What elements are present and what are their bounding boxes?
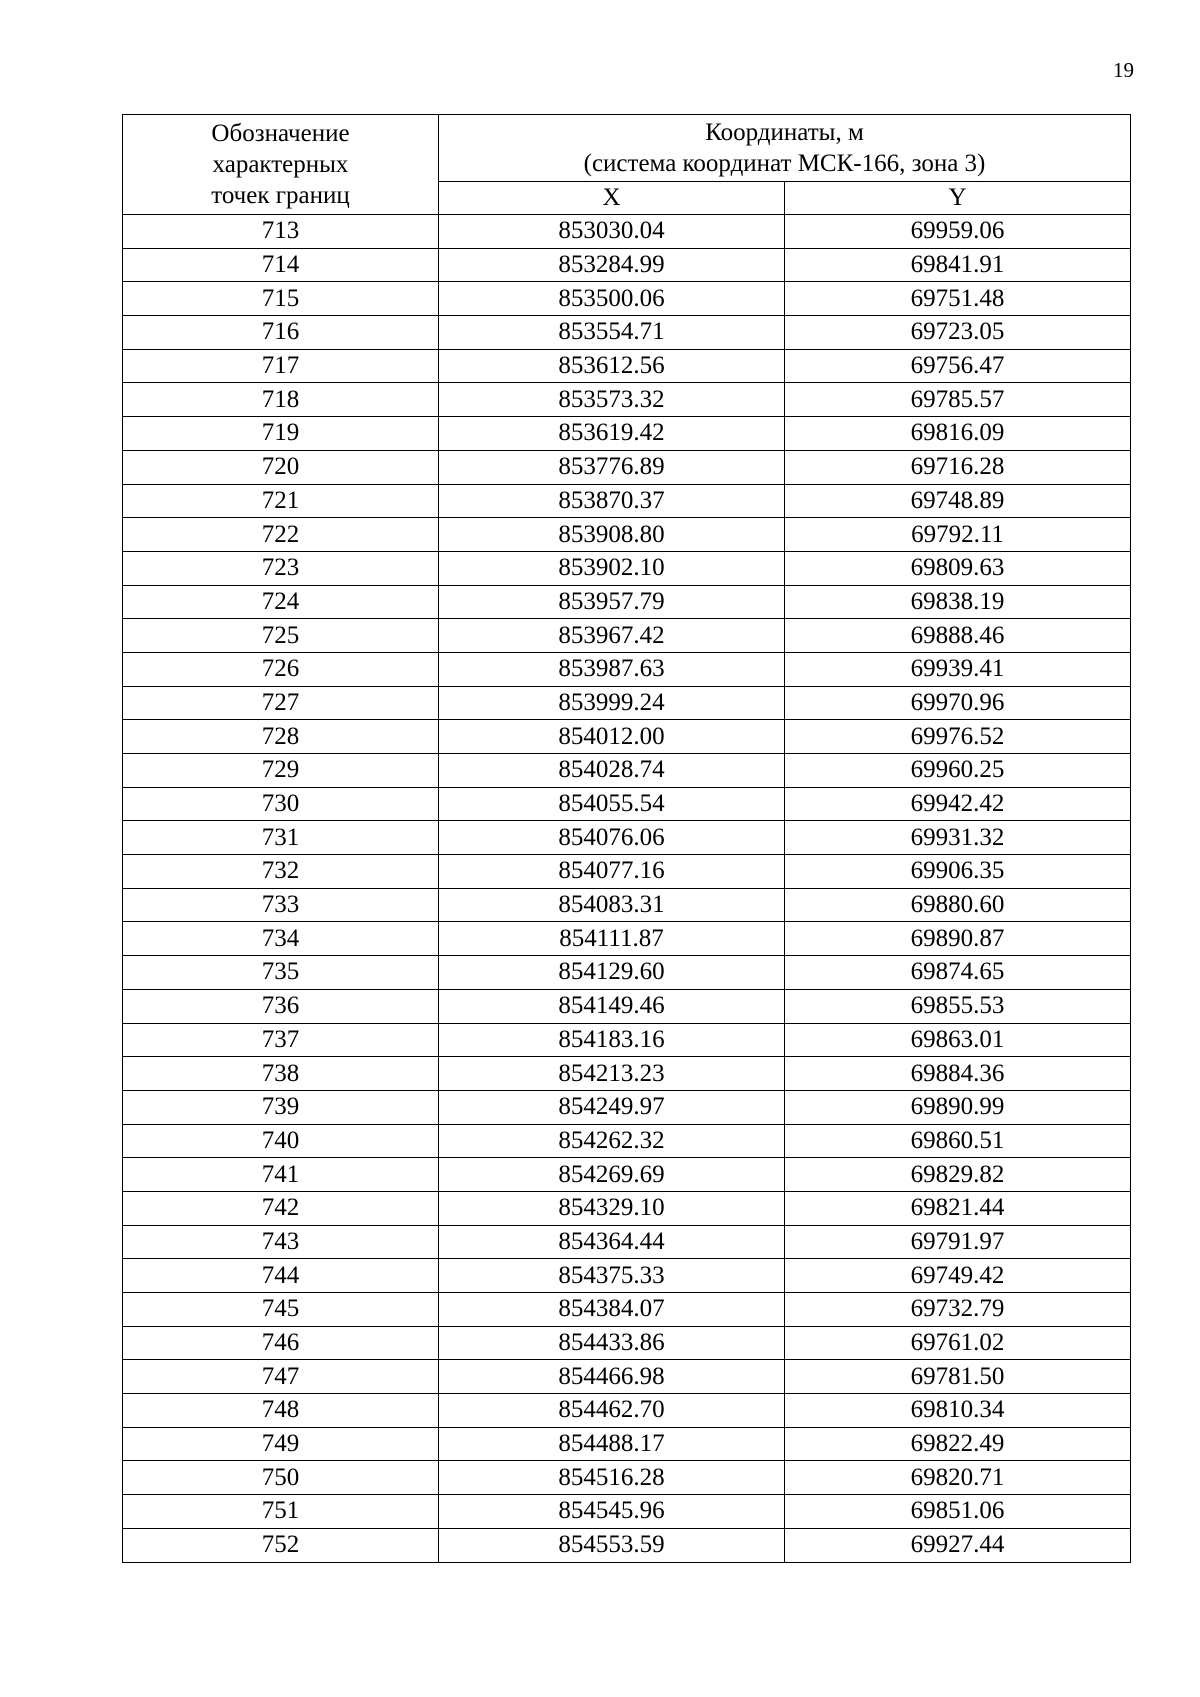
point-cell: 717: [123, 349, 439, 383]
x-cell: 854384.07: [439, 1293, 785, 1327]
point-cell: 726: [123, 652, 439, 686]
table-row: [123, 686, 1131, 720]
table-row: [123, 1191, 1131, 1225]
point-header-line: точек границ: [211, 182, 350, 209]
point-cell: 734: [123, 922, 439, 956]
table-row: [123, 652, 1131, 686]
point-cell: 733: [123, 888, 439, 922]
x-cell: 854183.16: [439, 1023, 785, 1057]
y-cell: 69785.57: [785, 383, 1131, 417]
y-cell: 69888.46: [785, 619, 1131, 653]
x-cell: 853030.04: [439, 215, 785, 249]
point-cell: 728: [123, 720, 439, 754]
point-cell: 727: [123, 686, 439, 720]
y-cell: 69748.89: [785, 484, 1131, 518]
page-number: 19: [1113, 58, 1134, 82]
y-cell: 69829.82: [785, 1158, 1131, 1192]
coordinates-group-header: [439, 115, 1131, 182]
point-cell: 715: [123, 282, 439, 316]
x-cell: 854375.33: [439, 1259, 785, 1293]
y-cell: 69959.06: [785, 215, 1131, 249]
table-row: [123, 619, 1131, 653]
point-cell: 730: [123, 787, 439, 821]
y-cell: 69931.32: [785, 821, 1131, 855]
table-row: [123, 855, 1131, 889]
coordinates-table: [122, 114, 1131, 1563]
table-row: [123, 1225, 1131, 1259]
x-cell: 854129.60: [439, 956, 785, 990]
y-cell: 69810.34: [785, 1394, 1131, 1428]
x-cell: 854028.74: [439, 754, 785, 788]
point-cell: 741: [123, 1158, 439, 1192]
y-cell: 69749.42: [785, 1259, 1131, 1293]
point-cell: 752: [123, 1528, 439, 1562]
x-cell: 854433.86: [439, 1326, 785, 1360]
point-cell: 732: [123, 855, 439, 889]
point-cell: 749: [123, 1427, 439, 1461]
x-cell: 853284.99: [439, 248, 785, 282]
table-row: [123, 754, 1131, 788]
x-cell: 853967.42: [439, 619, 785, 653]
y-cell: 69906.35: [785, 855, 1131, 889]
table-row: [123, 1259, 1131, 1293]
x-cell: 854213.23: [439, 1057, 785, 1091]
y-cell: 69820.71: [785, 1461, 1131, 1495]
point-cell: 739: [123, 1090, 439, 1124]
x-cell: 854262.32: [439, 1124, 785, 1158]
x-cell: 853987.63: [439, 652, 785, 686]
point-cell: 736: [123, 989, 439, 1023]
point-designation-header: [123, 115, 439, 215]
y-cell: 69890.99: [785, 1090, 1131, 1124]
table-row: [123, 1293, 1131, 1327]
y-cell: 69761.02: [785, 1326, 1131, 1360]
point-cell: 713: [123, 215, 439, 249]
point-cell: 719: [123, 417, 439, 451]
x-cell: 853573.32: [439, 383, 785, 417]
y-cell: 69821.44: [785, 1191, 1131, 1225]
x-cell: 853554.71: [439, 316, 785, 350]
table-row: [123, 1090, 1131, 1124]
x-cell: 853908.80: [439, 518, 785, 552]
x-column-header: X: [439, 182, 785, 215]
point-cell: 748: [123, 1394, 439, 1428]
table-row: [123, 282, 1131, 316]
x-cell: 854077.16: [439, 855, 785, 889]
point-cell: 743: [123, 1225, 439, 1259]
table-row: [123, 922, 1131, 956]
table-row: [123, 1023, 1131, 1057]
table-header: [123, 115, 1131, 215]
table-row: [123, 484, 1131, 518]
x-cell: 854466.98: [439, 1360, 785, 1394]
table-row: [123, 989, 1131, 1023]
point-cell: 723: [123, 551, 439, 585]
point-cell: 737: [123, 1023, 439, 1057]
point-cell: 746: [123, 1326, 439, 1360]
point-cell: 744: [123, 1259, 439, 1293]
x-cell: 854488.17: [439, 1427, 785, 1461]
point-cell: 724: [123, 585, 439, 619]
y-cell: 69716.28: [785, 450, 1131, 484]
y-column-header: Y: [785, 182, 1131, 215]
table-row: [123, 1394, 1131, 1428]
table-row: [123, 1158, 1131, 1192]
coordinates-header-line: (система координат МСК-166, зона 3): [583, 150, 986, 177]
table-row: [123, 1528, 1131, 1562]
table-row: [123, 1326, 1131, 1360]
x-cell: 853619.42: [439, 417, 785, 451]
y-cell: 69960.25: [785, 754, 1131, 788]
y-cell: 69816.09: [785, 417, 1131, 451]
x-cell: 853957.79: [439, 585, 785, 619]
point-cell: 750: [123, 1461, 439, 1495]
table-row: [123, 518, 1131, 552]
coordinates-header-line: Координаты, м: [705, 119, 864, 146]
x-cell: 854083.31: [439, 888, 785, 922]
x-cell: 853500.06: [439, 282, 785, 316]
header-row-top: [123, 115, 1131, 182]
table-row: [123, 585, 1131, 619]
point-cell: 729: [123, 754, 439, 788]
table-row: [123, 821, 1131, 855]
y-cell: 69791.97: [785, 1225, 1131, 1259]
y-cell: 69863.01: [785, 1023, 1131, 1057]
y-cell: 69939.41: [785, 652, 1131, 686]
table-row: [123, 787, 1131, 821]
x-cell: 853999.24: [439, 686, 785, 720]
x-cell: 854545.96: [439, 1495, 785, 1529]
y-cell: 69851.06: [785, 1495, 1131, 1529]
point-cell: 740: [123, 1124, 439, 1158]
table-row: [123, 450, 1131, 484]
table-row: [123, 720, 1131, 754]
table-row: [123, 383, 1131, 417]
x-cell: 854329.10: [439, 1191, 785, 1225]
y-cell: 69976.52: [785, 720, 1131, 754]
y-cell: 69884.36: [785, 1057, 1131, 1091]
point-cell: 721: [123, 484, 439, 518]
point-cell: 731: [123, 821, 439, 855]
point-cell: 716: [123, 316, 439, 350]
table-row: [123, 417, 1131, 451]
y-cell: 69855.53: [785, 989, 1131, 1023]
y-cell: 69838.19: [785, 585, 1131, 619]
y-cell: 69927.44: [785, 1528, 1131, 1562]
y-cell: 69860.51: [785, 1124, 1131, 1158]
x-cell: 853612.56: [439, 349, 785, 383]
table-row: [123, 316, 1131, 350]
y-cell: 69942.42: [785, 787, 1131, 821]
x-cell: 854111.87: [439, 922, 785, 956]
y-cell: 69841.91: [785, 248, 1131, 282]
y-cell: 69809.63: [785, 551, 1131, 585]
x-cell: 854149.46: [439, 989, 785, 1023]
point-header-line: Обозначение: [211, 120, 350, 147]
table-row: [123, 888, 1131, 922]
x-cell: 854462.70: [439, 1394, 785, 1428]
x-cell: 853870.37: [439, 484, 785, 518]
table-row: [123, 1461, 1131, 1495]
point-cell: 714: [123, 248, 439, 282]
table-row: [123, 349, 1131, 383]
point-cell: 722: [123, 518, 439, 552]
x-cell: 854249.97: [439, 1090, 785, 1124]
point-cell: 751: [123, 1495, 439, 1529]
y-cell: 69792.11: [785, 518, 1131, 552]
x-cell: 854269.69: [439, 1158, 785, 1192]
table-row: [123, 1360, 1131, 1394]
point-header-line: характерных: [212, 151, 349, 178]
table-row: [123, 1057, 1131, 1091]
table-row: [123, 215, 1131, 249]
y-cell: 69874.65: [785, 956, 1131, 990]
table-row: [123, 1495, 1131, 1529]
y-cell: 69880.60: [785, 888, 1131, 922]
point-cell: 720: [123, 450, 439, 484]
x-cell: 854055.54: [439, 787, 785, 821]
point-cell: 742: [123, 1191, 439, 1225]
y-cell: 69723.05: [785, 316, 1131, 350]
point-cell: 718: [123, 383, 439, 417]
x-cell: 854012.00: [439, 720, 785, 754]
point-cell: 738: [123, 1057, 439, 1091]
y-cell: 69732.79: [785, 1293, 1131, 1327]
y-cell: 69970.96: [785, 686, 1131, 720]
point-cell: 747: [123, 1360, 439, 1394]
table-row: [123, 248, 1131, 282]
x-cell: 853776.89: [439, 450, 785, 484]
y-cell: 69890.87: [785, 922, 1131, 956]
y-cell: 69751.48: [785, 282, 1131, 316]
y-cell: 69822.49: [785, 1427, 1131, 1461]
table-row: [123, 1124, 1131, 1158]
table-body: [123, 215, 1131, 1563]
x-cell: 854076.06: [439, 821, 785, 855]
table-row: [123, 551, 1131, 585]
x-cell: 854364.44: [439, 1225, 785, 1259]
point-cell: 745: [123, 1293, 439, 1327]
y-cell: 69781.50: [785, 1360, 1131, 1394]
y-cell: 69756.47: [785, 349, 1131, 383]
point-cell: 725: [123, 619, 439, 653]
table-row: [123, 956, 1131, 990]
x-cell: 853902.10: [439, 551, 785, 585]
point-cell: 735: [123, 956, 439, 990]
x-cell: 854553.59: [439, 1528, 785, 1562]
x-cell: 854516.28: [439, 1461, 785, 1495]
table-row: [123, 1427, 1131, 1461]
